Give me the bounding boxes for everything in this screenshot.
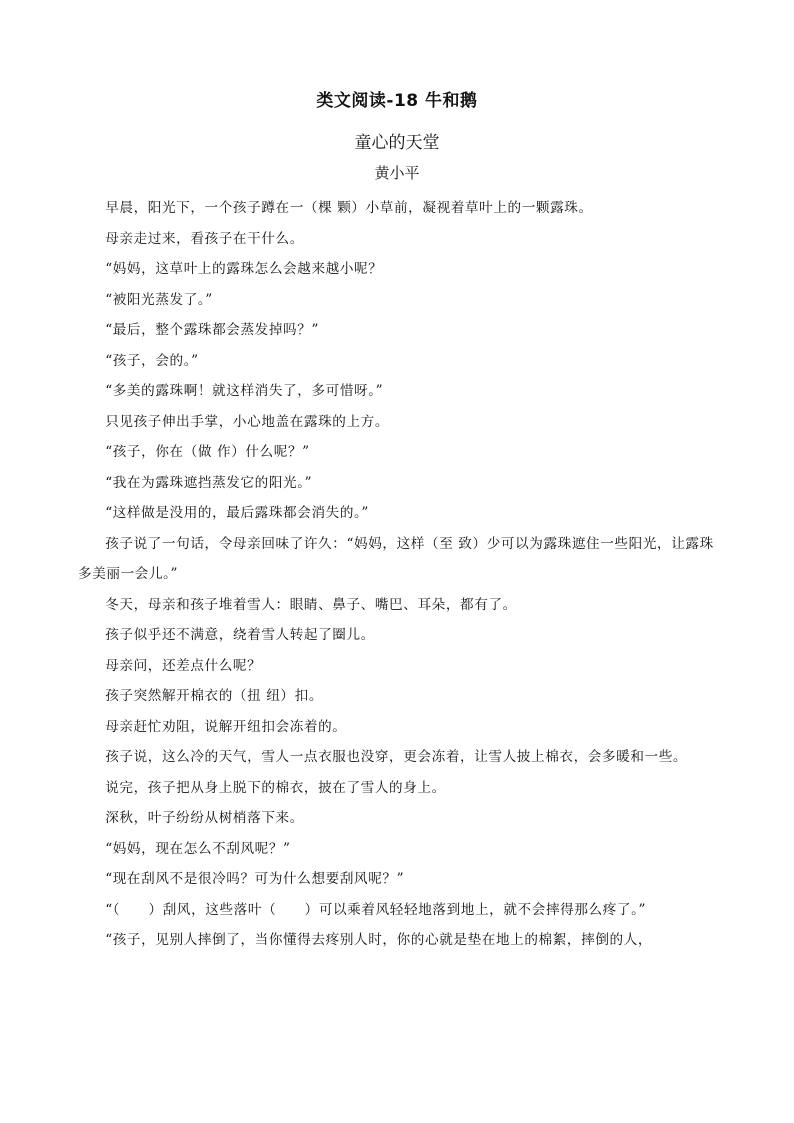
paragraph: 母亲问，还差点什么呢？ xyxy=(105,657,262,674)
paragraph: “孩子，你在（做 作）什么呢？” xyxy=(105,444,310,460)
paragraph: 早晨，阳光下，一个孩子蹲在一（棵 颗）小草前，凝视着草叶上的一颗露珠。 xyxy=(105,200,593,216)
paragraph: 说完，孩子把从身上脱下的棉衣，披在了雪人的身上。 xyxy=(105,779,446,796)
paragraph: 母亲走过来，看孩子在干什么。 xyxy=(105,230,304,247)
paragraph: “这样做是没用的，最后露珠都会消失的。” xyxy=(105,505,369,521)
paragraph: “最后，整个露珠都会蒸发掉吗？” xyxy=(105,322,319,338)
paragraph: “（ ）刮风，这些落叶（ ）可以乘着风轻轻地落到地上，就不会摔得那么疼了。” xyxy=(105,901,647,918)
paragraph: 孩子说，这么冷的天气，雪人一点衣服也没穿，更会冻着，让雪人披上棉衣，会多暖和一些。 xyxy=(105,749,688,765)
paragraph: 孩子说了一句话，令母亲回味了许久：“妈妈，这样（至 致）少可以为露珠遮住一些阳光，让露珠多美丽一会儿。” xyxy=(78,535,714,582)
article-title: 童心的天堂 xyxy=(354,133,440,153)
paragraph: 深秋，叶子纷纷从树梢落下来。 xyxy=(105,810,304,826)
paragraph: 只见孩子伸出手掌，小心地盖在露珠的上方。 xyxy=(105,413,390,430)
paragraph: “多美的露珠啊！就这样消失了，多可惜呀。” xyxy=(105,383,384,399)
paragraph: “被阳光蒸发了。” xyxy=(105,291,213,308)
paragraph: “妈妈，现在怎么不刮风呢？” xyxy=(105,840,291,857)
paragraph: “妈妈，这草叶上的露珠怎么会越来越小呢？ xyxy=(105,261,383,277)
paragraph: 孩子突然解开棉衣的（扭 纽）扣。 xyxy=(105,688,324,704)
article-body xyxy=(78,193,720,956)
paragraph: “孩子，见别人摔倒了，当你懂得去疼别人时，你的心就是垫在地上的棉絮，摔倒的人， xyxy=(105,932,653,948)
paragraph: “孩子，会的。” xyxy=(105,352,199,369)
paragraph: “现在刮风不是很冷吗？可为什么想要刮风呢？” xyxy=(105,871,405,887)
paragraph: 冬天，母亲和孩子堆着雪人：眼睛、鼻子、嘴巴、耳朵，都有了。 xyxy=(105,596,517,613)
paragraph: 母亲赶忙劝阻，说解开纽扣会冻着的。 xyxy=(105,718,347,735)
paragraph: “我在为露珠遮挡蒸发它的阳光。” xyxy=(105,474,313,491)
article-author: 黄小平 xyxy=(374,164,420,182)
page-title: 类文阅读-18 牛和鹅 xyxy=(316,91,478,111)
paragraph: 孩子似乎还不满意，绕着雪人转起了圈儿。 xyxy=(105,627,375,643)
